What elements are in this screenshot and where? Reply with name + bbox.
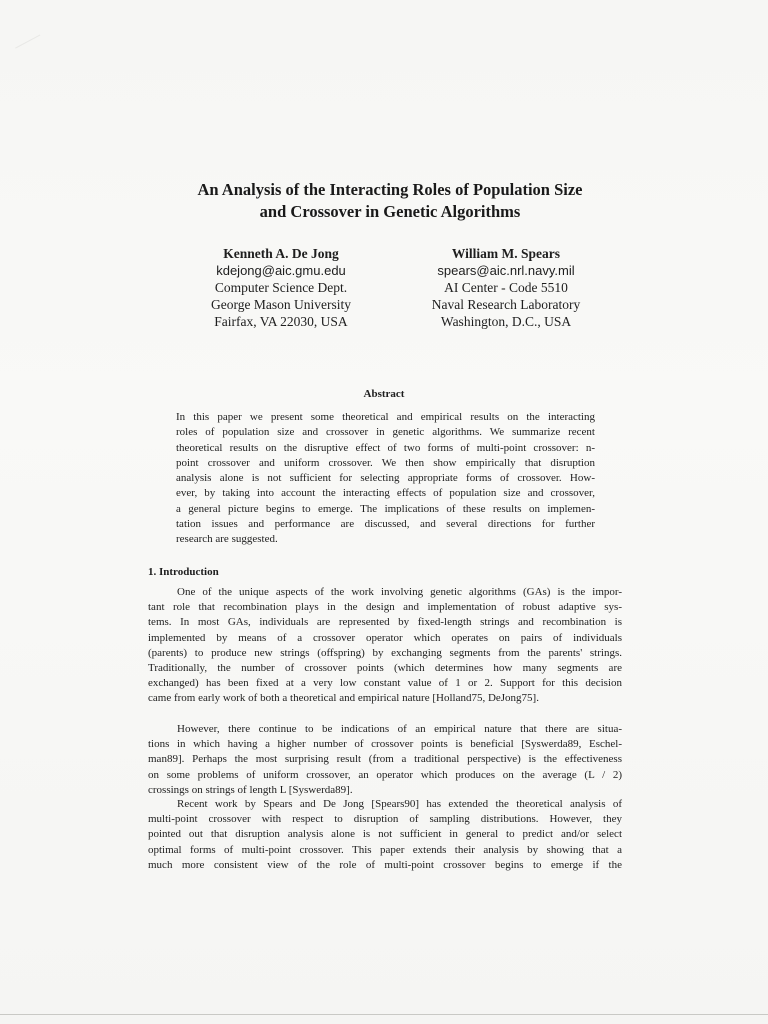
abstract-line: point crossover and uniform crossover. We then show empirically that disruption — [176, 456, 595, 469]
abstract-line: theoretical results on the disruptive effect of two forms of multi-point crossover: n- — [176, 441, 595, 454]
abstract-line: a general picture begins to emerge. The implications of these results on implemen- — [176, 502, 595, 515]
paragraph-line: tant role that recombination plays in the design and implementation of robust adaptive sys- — [148, 601, 622, 614]
author-email: spears@aic.nrl.navy.mil — [437, 263, 575, 278]
paragraph-line: came from early work of both a theoretical and empirical nature [Holland75, DeJong75]. — [148, 692, 539, 705]
author-name: Kenneth A. De Jong — [223, 246, 339, 261]
abstract-line: ever, by taking into account the interacting effects of population size and crossover, — [176, 487, 595, 500]
paragraph-line: tems. In most GAs, individuals are represented by fixed-length strings and recombination is — [148, 616, 622, 629]
page-bottom-edge — [0, 1014, 768, 1015]
abstract-line: tation issues and performance are discussed, and several directions for further — [176, 518, 595, 531]
abstract-line: In this paper we present some theoretical and empirical results on the interacting — [176, 411, 595, 423]
paragraph-line: Recent work by Spears and De Jong [Spears90] has extended the theoretical analysis of — [177, 798, 622, 810]
paragraph-line: multi-point crossover with respect to disruption of sampling distributions. However, they — [148, 813, 622, 826]
scan-smudge — [15, 35, 49, 65]
section-heading: 1. Introduction — [148, 566, 219, 578]
paragraph-line: man89]. Perhaps the most surprising result (from a traditional perspective) is the effectiveness — [148, 753, 622, 766]
abstract-heading: Abstract — [363, 388, 405, 400]
author-dept: AI Center - Code 5510 — [444, 280, 568, 295]
intro-paragraph-1 — [148, 585, 622, 707]
paragraph-line: exchanged) has been fixed at a very low constant value of 1 or 2. Support for this decision — [148, 677, 622, 690]
title-line-1: An Analysis of the Interacting Roles of Population Size — [197, 180, 583, 199]
paragraph-line: (parents) to produce new strings (offspring) by exchanging segments from the parents' strings. — [148, 646, 622, 659]
paragraph-line: implemented by means of a crossover operator which operates on pairs of individuals — [148, 631, 622, 644]
abstract-text — [176, 410, 595, 548]
intro-paragraph-2 — [148, 722, 622, 798]
paragraph-line: crossings on strings of length L [Syswerda89]. — [148, 783, 353, 796]
paragraph-line: pointed out that disruption analysis alone is not sufficient in general to predict and/or select — [148, 828, 622, 841]
author-email: kdejong@aic.gmu.edu — [216, 263, 346, 278]
author-dept: Computer Science Dept. — [214, 280, 348, 295]
abstract-line: research are suggested. — [176, 533, 278, 546]
title-line-2: and Crossover in Genetic Algorithms — [259, 202, 521, 221]
author-institution: George Mason University — [211, 297, 351, 312]
author-block-1 — [186, 245, 376, 330]
paper-title — [140, 179, 640, 223]
paragraph-line: However, there continue to be indications of an empirical nature that there are situa- — [177, 723, 622, 735]
author-institution: Naval Research Laboratory — [431, 297, 581, 312]
author-address: Washington, D.C., USA — [440, 314, 572, 329]
paragraph-line: much more consistent view of the role of multi-point crossover begins to emerge if the — [148, 858, 622, 871]
paragraph-line: optimal forms of multi-point crossover. This paper extends their analysis by showing that a — [148, 843, 622, 856]
abstract-line: roles of population size and crossover in genetic algorithms. We summarize recent — [176, 426, 595, 439]
author-address: Fairfax, VA 22030, USA — [214, 314, 348, 329]
intro-paragraph-3 — [148, 797, 622, 873]
abstract-line: analysis alone is not sufficient for selecting appropriate forms of crossover. How- — [176, 472, 595, 485]
author-block-2 — [408, 245, 604, 330]
paragraph-line: Traditionally, the number of crossover points (which determines how many segments are — [148, 662, 622, 675]
paragraph-line: tions in which having a higher number of crossover points is beneficial [Syswerda89, Eschel- — [148, 738, 622, 751]
paragraph-line: One of the unique aspects of the work involving genetic algorithms (GAs) is the impor- — [177, 586, 622, 598]
author-name: William M. Spears — [451, 246, 561, 261]
paragraph-line: on some problems of uniform crossover, an operator which produces on the average (L / 2) — [148, 768, 622, 781]
